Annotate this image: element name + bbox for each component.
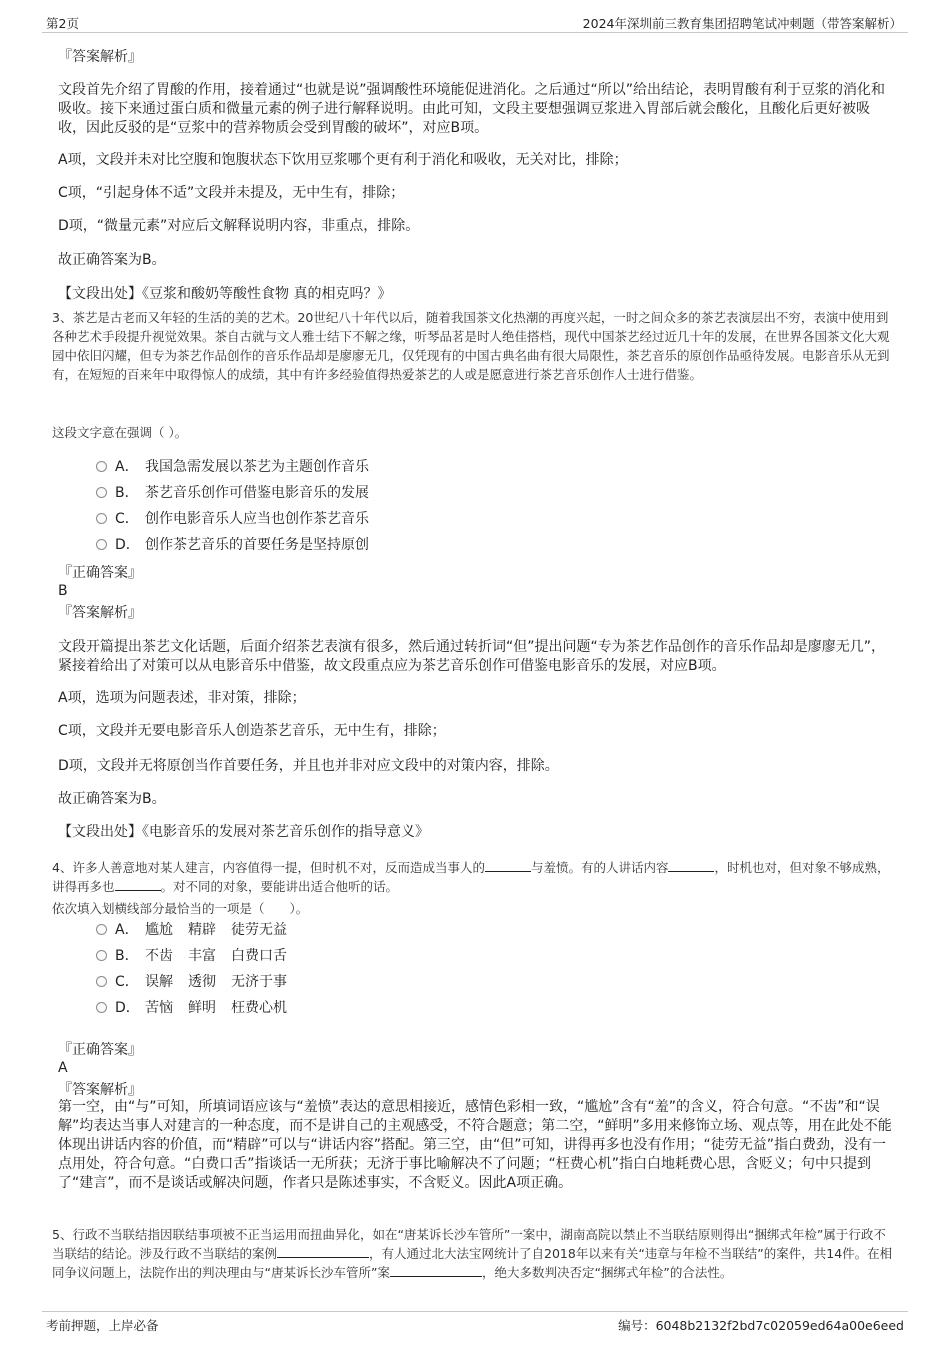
radio-icon[interactable] <box>96 950 107 961</box>
q4-option-c[interactable]: C． 误解 透彻 无济于事 <box>96 972 287 992</box>
fill-blank <box>485 858 531 872</box>
q3-option-d[interactable]: D． 创作茶艺音乐的首要任务是坚持原创 <box>96 535 369 555</box>
q3-option-a-note: A项，选项为问题表述，非对策，排除； <box>58 690 306 706</box>
q5-stem: 5、行政不当联结指因联结事项被不正当运用而扭曲异化，如在“唐某诉长沙车管所”一案中，湖南高院以禁止不当联结原则得出“捆绑式年检”属于行政不当联结的结论。涉及行政不当联结的案例 ，有人通过北大法宝网统计了自2018年以来有关“违章与年检不当联结”的案件，共14件。在相同争议问题上，法院作出的判决理由与“唐某诉长沙车管所”案 ，绝大多数判决否定“捆绑式年检”的合法性。 <box>52 1227 893 1280</box>
q3-option-c[interactable]: C． 创作电影音乐人应当也创作茶艺音乐 <box>96 509 369 529</box>
footer-slogan: 考前押题，上岸必备 <box>46 1318 159 1333</box>
fill-blank <box>277 1244 369 1258</box>
page-header <box>42 12 908 33</box>
radio-icon[interactable] <box>96 539 107 550</box>
q3-conclusion: 故正确答案为B。 <box>58 791 166 807</box>
q2-option-d-note: D项，“微量元素”对应后文解释说明内容，非重点，排除。 <box>58 218 420 234</box>
page-footer <box>42 1311 908 1332</box>
radio-icon[interactable] <box>96 924 107 935</box>
radio-icon[interactable] <box>96 513 107 524</box>
q4-answer: A <box>58 1060 68 1076</box>
q4-analysis-paragraph: 第一空，由“与”可知，所填词语应该与“羞愤”表达的意思相接近，感情色彩相一致，“尴尬”含有“羞”的含义，符合句意。“不齿”和“误解”均表达当事人对建言的一种态度，而不是讲自己的主观感受，不符合题意；第二空，“鲜明”多用来修饰立场、观点等，用在此处不能体现出讲话内容的价值，而“精辟”可以与“讲话内容”搭配。第三空，由“但”可知，讲得再多也没有作用；“徒劳无益”指白费劲，没有一点用处，符合句意。“白费口舌”指谈话一无所获；无济于事比喻解决不了问题；“枉费心机”指白白地耗费心思，含贬义；句中只提到了“建言”，而不是谈话或解决问题，作者只是陈述事实，不含贬义。因此A项正确。 <box>58 1099 892 1191</box>
q3-option-d-note: D项，文段并无将原创当作首要任务，并且也并非对应文段中的对策内容，排除。 <box>58 758 559 774</box>
q3-stem: 3、茶艺是古老而又年轻的生活的美的艺术。20世纪八十年代以后，随着我国茶文化热潮的再度兴起，一时之间众多的茶艺表演层出不穷，表演中使用到各种艺术手段提升视觉效果。茶自古就与文人雅士结下不解之缘，听琴品茗是时人绝佳搭档，现代中国茶艺经过近几十年的发展，在世界各国茶文化大观园中依旧闪耀，但专为茶艺作品创作的音乐作品却是廖廖无几，仅凭现有的中国古典名曲有很大局限性，茶艺音乐的原创作品亟待发展。电影音乐从无到有，在短短的百来年中取得惊人的成绩，其中有许多经验值得热爱茶艺的人或是愿意进行茶艺音乐创作人士进行借鉴。 <box>52 310 890 382</box>
q3-answer-label: 『正确答案』 <box>58 565 142 581</box>
q4-question: 依次填入划横线部分最恰当的一项是（ ）。 <box>52 901 309 916</box>
q2-analysis-paragraph: 文段首先介绍了胃酸的作用，接着通过“也就是说”强调酸性环境能促进消化。之后通过“所以”给出结论，表明胃酸有利于豆浆的消化和吸收。接下来通过蛋白质和微量元素的例子进行解释说明。由此可知，文段主要想强调豆浆进入胃部后就会酸化，且酸化后更好被吸收，因此反驳的是“豆浆中的营养物质会受到胃酸的破坏”，对应B项。 <box>58 82 886 136</box>
radio-icon[interactable] <box>96 1002 107 1013</box>
document-id: 编号：6048b2132f2bd7c02059ed64a00e6eed <box>618 1318 904 1333</box>
radio-icon[interactable] <box>96 461 107 472</box>
q3-option-a[interactable]: A． 我国急需发展以茶艺为主题创作音乐 <box>96 457 369 477</box>
q2-analysis-label: 『答案解析』 <box>58 49 142 65</box>
q3-source: 【文段出处】《电影音乐的发展对茶艺音乐创作的指导意义》 <box>58 824 429 840</box>
q4-option-b[interactable]: B． 不齿 丰富 白费口舌 <box>96 946 287 966</box>
q4-analysis-label: 『答案解析』 <box>58 1082 142 1098</box>
q4-option-d[interactable]: D． 苦恼 鲜明 枉费心机 <box>96 998 287 1018</box>
q3-analysis-paragraph: 文段开篇提出茶艺文化话题，后面介绍茶艺表演有很多，然后通过转折词“但”提出问题“专为茶艺作品创作的音乐作品却是廖廖无几”，紧接着给出了对策可以从电影音乐中借鉴，故文段重点应为茶艺音乐创作可借鉴电影音乐的发展，对应B项。 <box>58 639 886 674</box>
q2-option-c-note: C项，“引起身体不适”文段并未提及，无中生有，排除； <box>58 185 405 201</box>
q3-question: 这段文字意在强调（ ）。 <box>52 425 188 440</box>
q3-answer: B <box>58 583 68 599</box>
page-number: 第2页 <box>46 16 79 31</box>
fill-blank <box>115 877 161 891</box>
q4-option-a[interactable]: A． 尴尬 精辟 徒劳无益 <box>96 920 287 940</box>
q3-option-c-note: C项，文段并无要电影音乐人创造茶艺音乐，无中生有，排除； <box>58 723 446 739</box>
document-title: 2024年深圳前三教育集团招聘笔试冲刺题（带答案解析） <box>582 16 902 31</box>
radio-icon[interactable] <box>96 487 107 498</box>
q4-stem: 4、许多人善意地对某人建言，内容值得一提，但时机不对，反而造成当事人的 与羞愤。有的人讲话内容 ，时机也对，但对象不够成熟，讲得再多也 。对不同的对象，要能讲出适合他听的话。 <box>52 860 890 894</box>
q2-source: 【文段出处】《豆浆和酸奶等酸性食物 真的相克吗？》 <box>58 286 392 302</box>
fill-blank <box>668 858 714 872</box>
fill-blank <box>390 1263 482 1277</box>
q3-analysis-label: 『答案解析』 <box>58 605 142 621</box>
q2-option-a-note: A项，文段并未对比空腹和饱腹状态下饮用豆浆哪个更有利于消化和吸收，无关对比，排除； <box>58 152 628 168</box>
q4-answer-label: 『正确答案』 <box>58 1042 142 1058</box>
q3-option-b[interactable]: B． 茶艺音乐创作可借鉴电影音乐的发展 <box>96 483 369 503</box>
radio-icon[interactable] <box>96 976 107 987</box>
q2-conclusion: 故正确答案为B。 <box>58 252 166 268</box>
